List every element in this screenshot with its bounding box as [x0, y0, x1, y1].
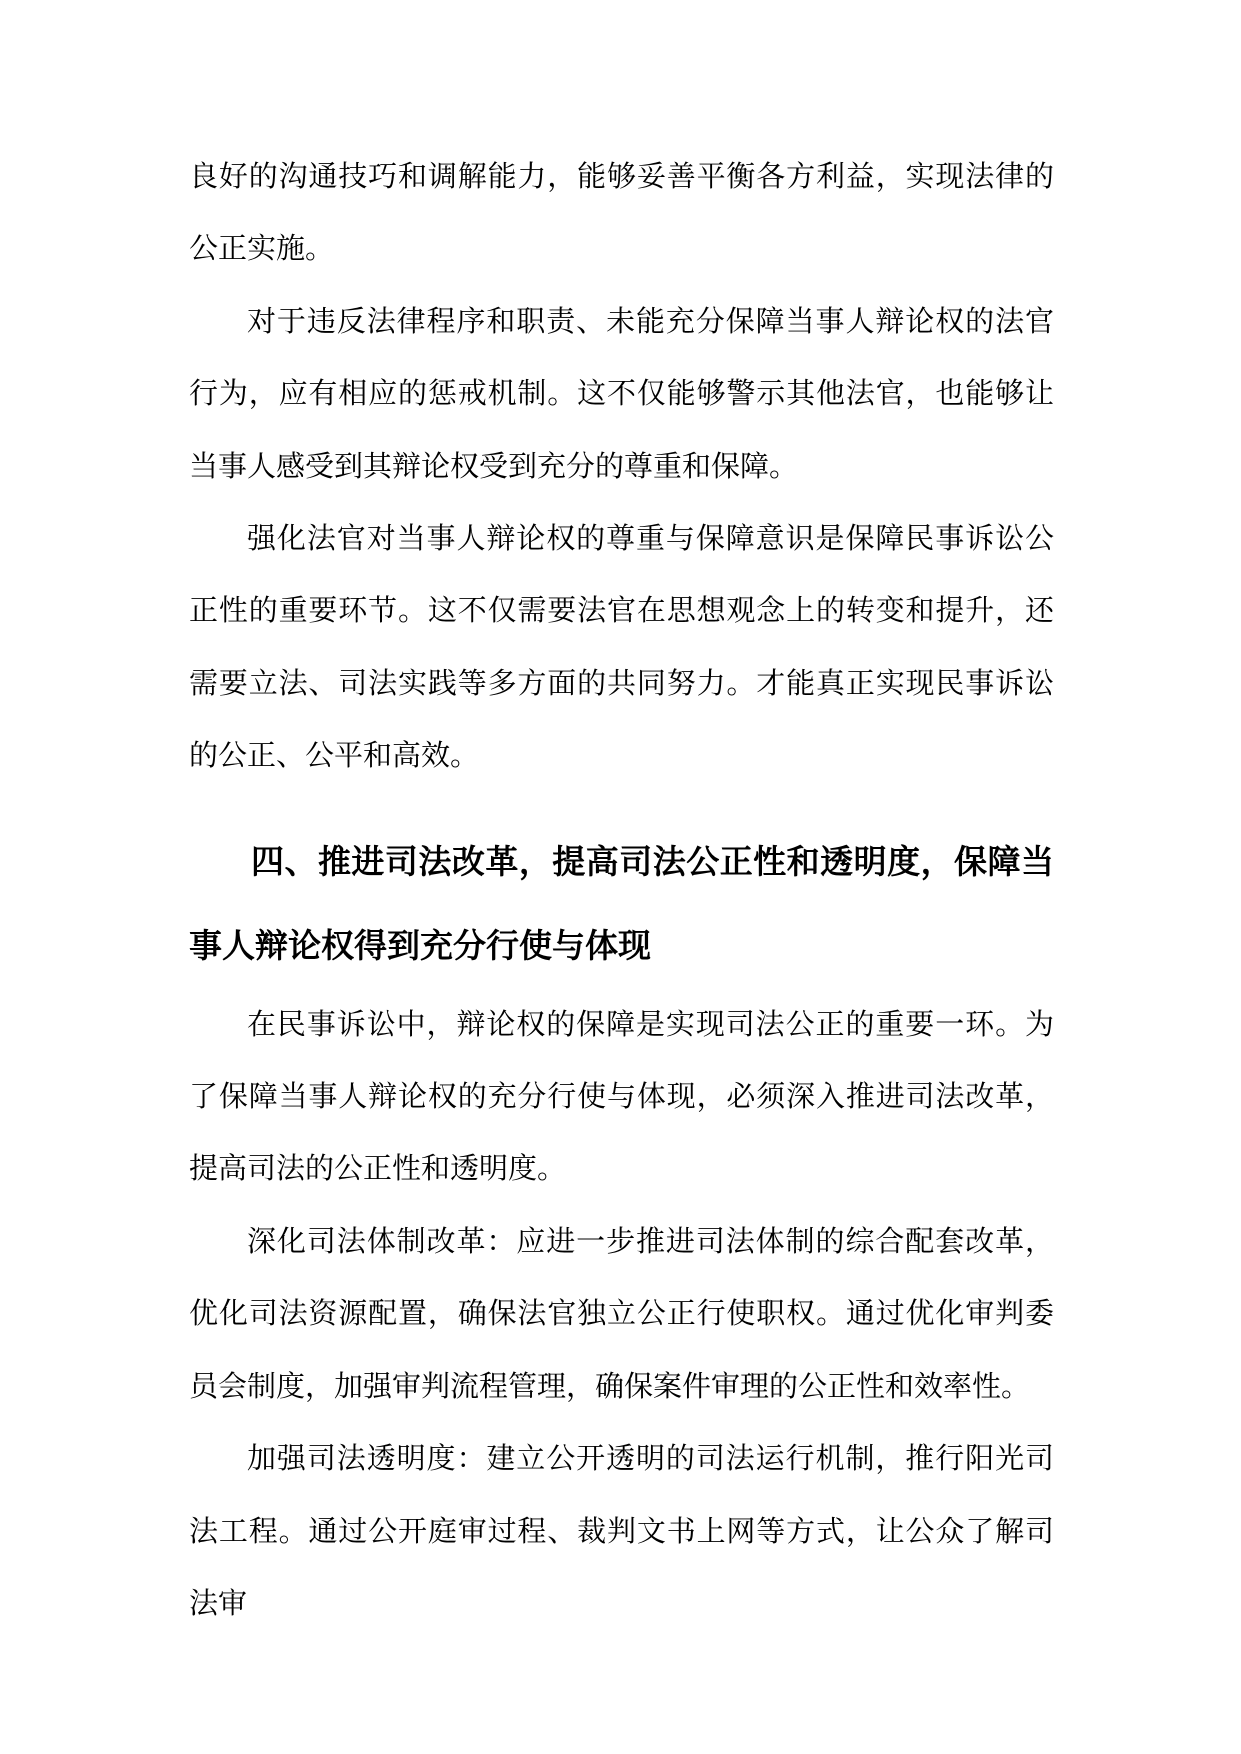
section-heading: 四、推进司法改革，提高司法公正性和透明度，保障当事人辩论权得到充分行使与体现: [189, 841, 1054, 965]
paragraph-continuation: 良好的沟通技巧和调解能力，能够妥善平衡各方利益，实现法律的公正实施。: [189, 159, 1054, 266]
paragraph-intro: 在民事诉讼中，辩论权的保障是实现司法公正的重要一环。为了保障当事人辩论权的充分行使与体现，必须深入推进司法改革，提高司法的公正性和透明度。: [189, 1006, 1054, 1186]
paragraph-judge-awareness: 强化法官对当事人辩论权的尊重与保障意识是保障民事诉讼公正性的重要环节。这不仅需要法官在思想观念上的转变和提升，还需要立法、司法实践等多方面的共同努力。才能真正实现民事诉讼的公正、公平和高效。: [189, 521, 1054, 773]
spacer: [189, 792, 1054, 820]
paragraph-deepen-reform: 深化司法体制改革：应进一步推进司法体制的综合配套改革，优化司法资源配置，确保法官独立公正行使职权。通过优化审判委员会制度，加强审判流程管理，确保案件审理的公正性和效率性。: [189, 1223, 1054, 1403]
paragraph-transparency: 加强司法透明度：建立公开透明的司法运行机制，推行阳光司法工程。通过公开庭审过程、裁判文书上网等方式，让公众了解司法审: [189, 1441, 1054, 1620]
document-page: [189, 140, 1054, 1639]
paragraph-judge-discipline: 对于违反法律程序和职责、未能充分保障当事人辩论权的法官行为，应有相应的惩戒机制。这不仅能够警示其他法官，也能够让当事人感受到其辩论权受到充分的尊重和保障。: [189, 303, 1054, 483]
